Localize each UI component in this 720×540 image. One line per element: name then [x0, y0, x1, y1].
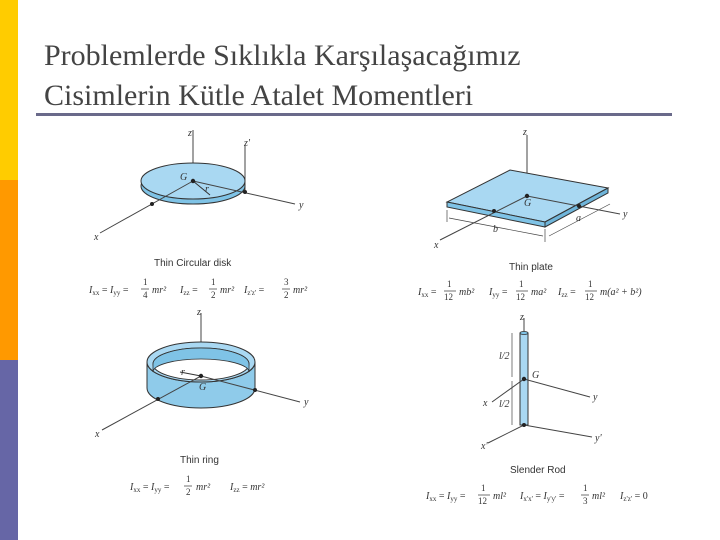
svg-text:ma²: ma²	[531, 287, 547, 298]
rod-figure	[425, 312, 648, 506]
ring-figure	[94, 307, 309, 497]
disk-label-x: x	[94, 232, 99, 243]
svg-text:1: 1	[481, 483, 486, 493]
svg-text:Iz'z' =: $I_{z'z'}$ =	[244, 285, 265, 297]
svg-text:3: 3	[583, 496, 588, 506]
svg-text:1: 1	[588, 279, 593, 289]
svg-text:m(a² + b²): m(a² + b²)	[600, 287, 642, 298]
svg-text:Iyy =: $I_{yy}$ =	[489, 287, 508, 299]
rod-label-x: x	[483, 398, 488, 409]
rod-y-axis	[524, 379, 590, 397]
rod-yp-axis	[524, 425, 592, 437]
svg-text:mr²: mr²	[152, 285, 167, 296]
rod-label-y: y	[593, 392, 598, 403]
plate-label-b: b	[493, 224, 498, 235]
svg-text:12: 12	[516, 292, 525, 302]
svg-text:Izz = mr²: $I_{zz} = mr^2$	[230, 482, 265, 494]
plate-caption: Thin plate	[509, 262, 553, 273]
plate-formula	[417, 279, 642, 302]
svg-text:Ixx = Iyy =: $I_{xx} = I_{yy}$ =	[130, 482, 170, 494]
svg-text:12: 12	[478, 496, 487, 506]
svg-text:Iz'z' = 0: $I_{z'z'} = 0$	[620, 491, 648, 503]
ring-label-x: x	[95, 429, 100, 440]
ring-label-z: z	[197, 307, 201, 318]
ring-center-point	[199, 374, 203, 378]
svg-text:mb²: mb²	[459, 287, 475, 298]
ring-label-y: y	[304, 397, 309, 408]
disk-center-point	[191, 179, 195, 183]
plate-y-point	[577, 204, 581, 208]
svg-text:1: 1	[519, 279, 524, 289]
disk-edge-point	[243, 190, 247, 194]
svg-text:1: 1	[186, 474, 191, 484]
ring-x-point	[156, 397, 160, 401]
slide-title-line2: Cisimlerin Kütle Atalet Momentleri	[44, 79, 474, 112]
svg-text:1: 1	[143, 277, 148, 287]
svg-text:2: 2	[211, 290, 216, 300]
plate-label-y: y	[623, 209, 628, 220]
rod-label-z: z	[520, 312, 524, 323]
rod-xp-axis	[488, 425, 524, 443]
svg-text:4: 4	[143, 290, 148, 300]
svg-text:2: 2	[186, 487, 191, 497]
svg-text:Ixx = Iyy =: $I_{xx} = I_{yy}$ =	[89, 285, 129, 297]
svg-text:mr²: mr²	[196, 482, 211, 493]
svg-text:3: 3	[284, 277, 289, 287]
svg-text:mr²: mr²	[220, 285, 235, 296]
svg-text:12: 12	[585, 292, 594, 302]
plate-x-point	[492, 209, 496, 213]
svg-text:Ixx = Iyy =: $I_{xx} = I_{yy}$ =	[426, 491, 466, 503]
svg-text:1: 1	[211, 277, 216, 287]
plate-figure	[417, 127, 642, 302]
rod-label-half-bottom: l/2	[499, 399, 510, 410]
ring-label-r: r	[181, 367, 185, 378]
plate-label-G: G	[524, 198, 532, 209]
disk-x-point	[150, 202, 154, 206]
svg-text:ml²: ml²	[592, 491, 605, 502]
disk-label-zp: z'	[244, 138, 251, 149]
rod-label-G: G	[532, 370, 540, 381]
svg-text:Izz =: $I_{zz}$ =	[180, 285, 198, 297]
svg-text:mr²: mr²	[293, 285, 308, 296]
ring-label-G: G	[199, 382, 207, 393]
ring-caption: Thin ring	[180, 455, 219, 466]
rod-caption: Slender Rod	[510, 465, 566, 476]
rod-end-point	[522, 423, 526, 427]
svg-text:12: 12	[444, 292, 453, 302]
plate-label-a: a	[576, 213, 581, 224]
disk-label-r: r	[205, 184, 209, 195]
ring-y-point	[253, 388, 257, 392]
ring-formula	[129, 474, 265, 497]
disk-caption: Thin Circular disk	[154, 258, 232, 269]
disk-label-z: z	[188, 128, 192, 139]
rod-label-half-top: l/2	[499, 351, 510, 362]
plate-label-z: z	[523, 127, 527, 138]
disk-label-y: y	[299, 200, 304, 211]
plate-label-x: x	[434, 240, 439, 251]
svg-text:1: 1	[583, 483, 588, 493]
svg-text:ml²: ml²	[493, 491, 506, 502]
rod-center-point	[522, 377, 526, 381]
disk-formula	[88, 277, 308, 300]
slide-title-line1: Problemlerde Sıklıkla Karşılaşacağımız	[44, 39, 521, 72]
svg-text:1: 1	[447, 279, 452, 289]
disk-figure	[88, 128, 308, 300]
rod-formula	[425, 483, 648, 506]
rod-label-yp: y'	[595, 433, 602, 444]
svg-text:2: 2	[284, 290, 289, 300]
disk-label-G: G	[180, 172, 188, 183]
rod-label-xp: x'	[481, 441, 488, 452]
svg-text:Ixx =: $I_{xx}$ =	[418, 287, 437, 299]
svg-text:Izz =: $I_{zz}$ =	[558, 287, 576, 299]
svg-text:Ix'x' = Iy'y' =: $I_{x'x'} = I_{y'y'}$ =	[520, 491, 565, 503]
